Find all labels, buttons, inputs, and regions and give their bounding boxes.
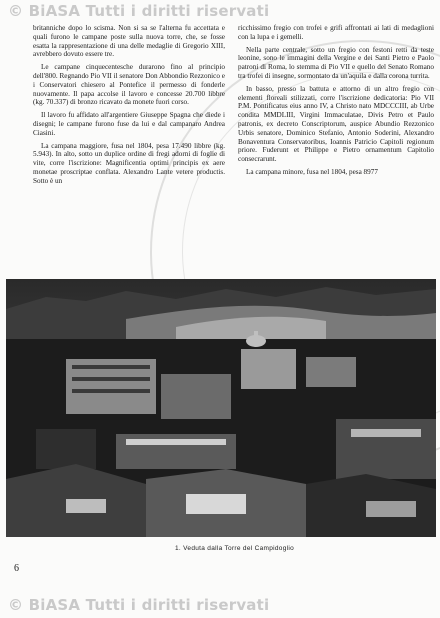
photo-caption: 1. Veduta dalla Torre del Campidoglio — [175, 545, 295, 552]
watermark-banner-top — [0, 0, 440, 22]
text-column-right — [238, 24, 434, 181]
paragraph: Le campane cinquecentesche durarono fino al principio dell'800. Regnando Pio VII il senatore Don Abbondio Rezzonico e i Conservatori chiesero al Pontefice il permesso di fonderle nuovamente. Il papa accolse il lavoro e concesse 20.700 libbre (kg. 70.337) di bronzo ricavato da monete fuori corso. — [33, 63, 225, 107]
paragraph: La campana minore, fusa nel 1804, pesa 8977 — [246, 167, 378, 176]
text-column-left — [33, 24, 225, 190]
paragraph: In basso, presso la battuta e attorno di un altro fregio con elementi floreali stilizzati, corre l'iscrizione dedicatoria: Pio VII P.M. Pontificatus eius anno IV, a Christo nato MDCCCIII, ab Urbe condita MMDLIII, Virgini Immaculatae, Divis Petro et Paulo patronis, ex decreto Conscriptorum, auspice Abundio Rezzonico Urbis senatore, Dominico Stefanio, Antonio Soderini, Alexandro Bonaventura Conservatoribus, Ioannis Patricio Capitoli regionum priore. Fuderunt et Philippe e Pietro ornamentum Capitolio consecrarunt. — [238, 84, 434, 164]
page-number: 6 — [14, 563, 19, 574]
watermark-text-bottom: © BiASA Tutti i diritti riservati — [8, 596, 270, 614]
paragraph: Nella parte centrale, sotto un fregio con festoni retti da teste leonine, sono le immagini della Vergine e dei Santi Pietro e Paolo patroni di Roma, lo stemma di Pio VII e quello del Senato Romano tra trofei di insegne, sormontato da un'aquila e dalla corona turrita. — [238, 45, 434, 80]
paragraph: La campana maggiore, fusa nel 1804, pesa 17.490 libbre (kg. 5.943). In alto, sotto un duplice ordine di fregi adorni di foglie di vite, corre l'iscrizione: Magnificentia optimi principis ex aere monetae proscriptae conflata. Alexandro Lante vetere productis. Sotto è un — [33, 141, 225, 185]
rome-panorama-photo — [6, 279, 436, 537]
watermark-text-top: © BiASA Tutti i diritti riservati — [8, 2, 270, 20]
paragraph: ricchissimo fregio con trofei e grifi affrontati ai lati di medaglioni con la lupa e i gemelli. — [238, 24, 434, 41]
paragraph: britanniche dopo lo scisma. Non si sa se l'alterna fu accettata e quali furono le campane poste sulla nuova torre, che, se fosse esatta la rappresentazione di una delle medaglie di Gregorio XIII, avrebbero dovuto essere tre. — [33, 24, 225, 59]
paragraph: Il lavoro fu affidato all'argentiere Giuseppe Spagna che diede i disegni; le campane furono fuse da lui e dal campanaro Andrea Ciasini. — [33, 111, 225, 137]
watermark-banner-bottom — [0, 594, 440, 616]
photo-illustration — [6, 279, 436, 537]
